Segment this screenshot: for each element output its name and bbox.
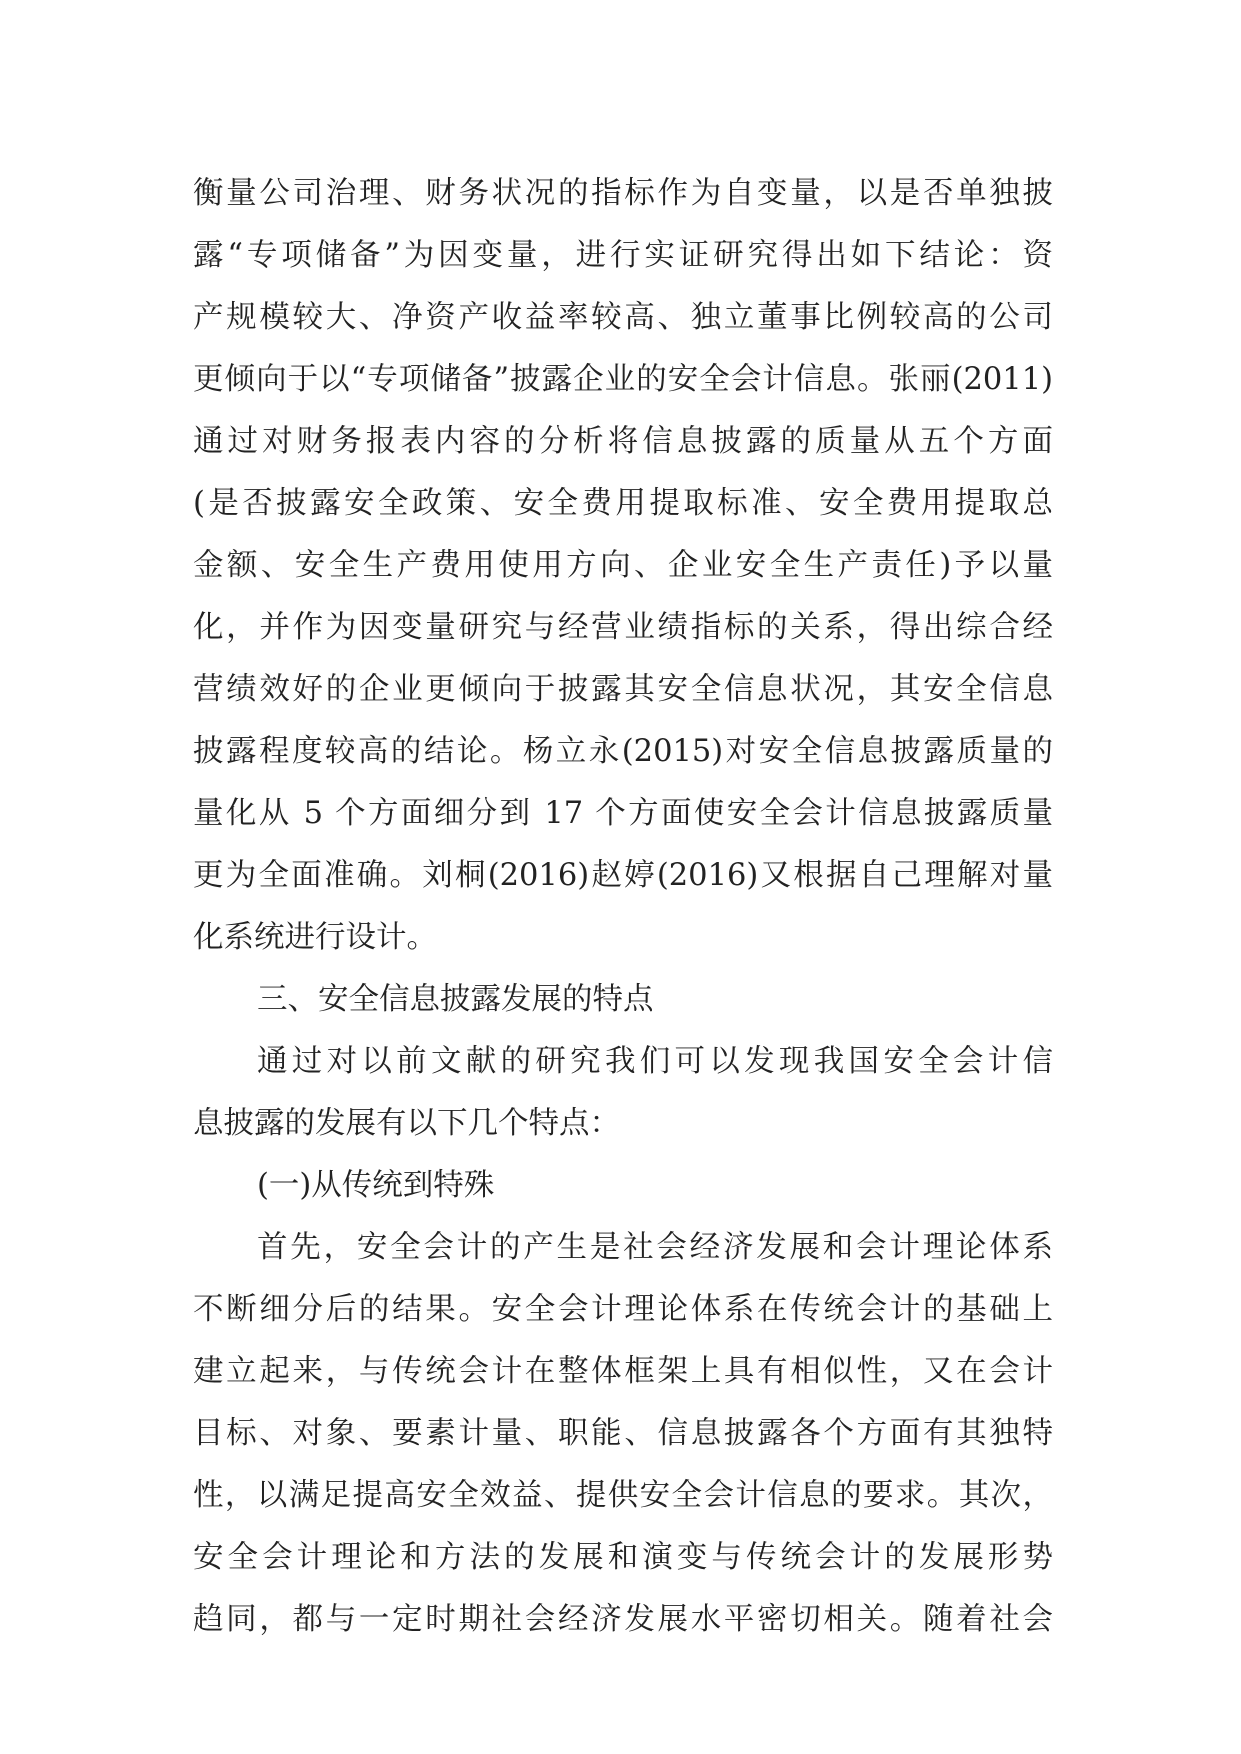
text-line: 趋同，都与一定时期社会经济发展水平密切相关。随着社会 [193,1602,1053,1637]
text-line: 化，并作为因变量研究与经营业绩指标的关系，得出综合经 [193,610,1053,645]
text-line: 更倾向于以“专项储备”披露企业的安全会计信息。张丽(2011) [193,362,1053,397]
document-body [193,163,1053,1651]
text-line: 披露程度较高的结论。杨立永(2015)对安全信息披露质量的 [193,734,1053,769]
text-line: 安全会计理论和方法的发展和演变与传统会计的发展形势 [193,1540,1053,1575]
text-line: 目标、对象、要素计量、职能、信息披露各个方面有其独特 [193,1416,1053,1451]
text-line: 营绩效好的企业更倾向于披露其安全信息状况，其安全信息 [193,672,1053,707]
text-line: 产规模较大、净资产收益率较高、独立董事比例较高的公司 [193,300,1053,335]
subsection-heading: (一)从传统到特殊 [257,1168,495,1203]
text-line: 建立起来，与传统会计在整体框架上具有相似性，又在会计 [193,1354,1053,1389]
text-line: 金额、安全生产费用使用方向、企业安全生产责任)予以量 [193,548,1053,583]
text-line: 首先，安全会计的产生是社会经济发展和会计理论体系 [257,1230,1053,1265]
text-line: 性，以满足提高安全效益、提供安全会计信息的要求。其次， [193,1478,1053,1513]
text-line: 衡量公司治理、财务状况的指标作为自变量，以是否单独披 [193,176,1053,211]
text-line: 露“专项储备”为因变量，进行实证研究得出如下结论：资 [193,238,1053,273]
text-line: 化系统进行设计。 [193,920,437,955]
text-line: (是否披露安全政策、安全费用提取标准、安全费用提取总 [193,486,1053,521]
text-line: 通过对财务报表内容的分析将信息披露的质量从五个方面 [193,424,1053,459]
text-line: 息披露的发展有以下几个特点： [193,1106,620,1141]
text-line: 通过对以前文献的研究我们可以发现我国安全会计信 [257,1044,1053,1079]
text-line: 更为全面准确。刘桐(2016)赵婷(2016)又根据自己理解对量 [193,858,1053,893]
text-line: 不断细分后的结果。安全会计理论体系在传统会计的基础上 [193,1292,1053,1327]
section-heading: 三、安全信息披露发展的特点 [257,982,654,1017]
text-line: 量化从 5 个方面细分到 17 个方面使安全会计信息披露质量 [193,796,1053,831]
